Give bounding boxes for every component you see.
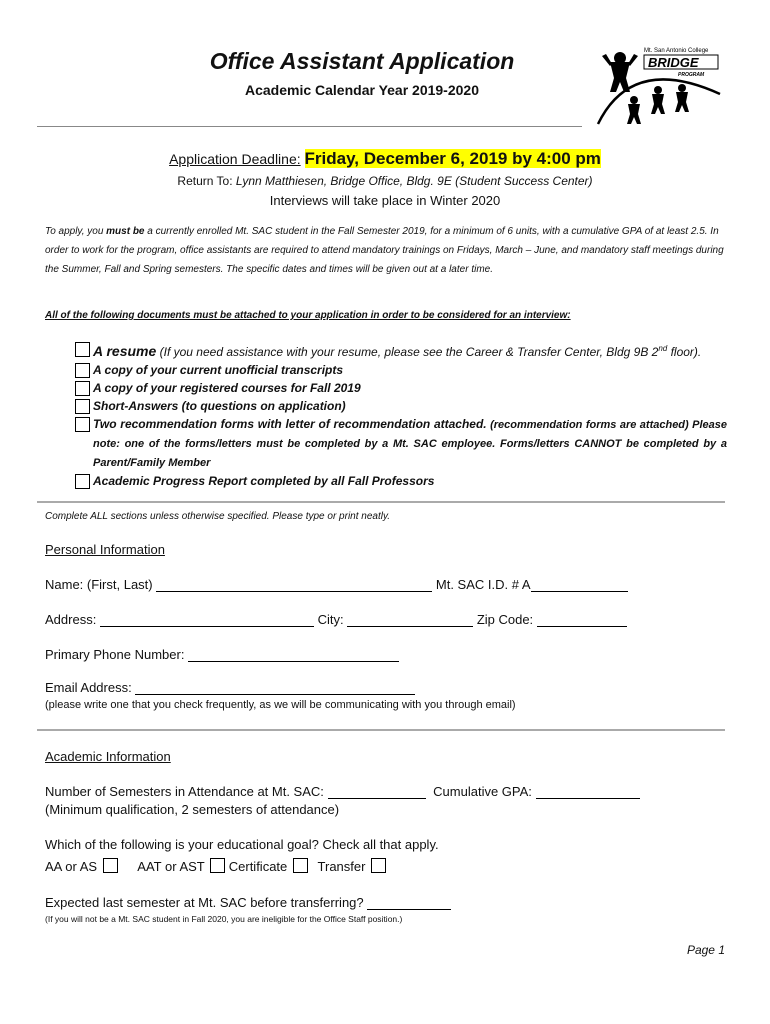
progress-report-label: Academic Progress Report completed by all Fall Professors	[93, 474, 435, 488]
address-row	[45, 612, 627, 627]
address-label: Address:	[45, 612, 97, 627]
email-note: (please write one that you check frequently, as we will be communicating with you through email)	[45, 699, 516, 711]
checkbox-recommendations[interactable]	[75, 417, 90, 432]
last-semester-label: Expected last semester at Mt. SAC before transferring?	[45, 895, 364, 910]
goal-question: Which of the following is your educational goal? Check all that apply.	[45, 837, 439, 852]
semesters-row	[45, 784, 640, 799]
checkbox-goal-transfer[interactable]	[371, 858, 386, 873]
form-title: Office Assistant Application	[209, 48, 515, 74]
phone-label: Primary Phone Number:	[45, 647, 185, 662]
logo-sub: PROGRAM	[678, 72, 705, 78]
email-row	[45, 680, 415, 695]
deadline-date: Friday, December 6, 2019 by 4:00 pm	[304, 149, 601, 168]
last-semester-note: (If you will not be a Mt. SAC student in Fall 2020, you are ineligible for the Office Staff position.)	[45, 914, 403, 924]
resume-label: A resume	[93, 343, 157, 359]
required-documents-heading: All of the following documents must be attached to your application in order to be considered for an interview:	[45, 310, 571, 321]
form-subtitle: Academic Calendar Year 2019-2020	[244, 82, 479, 98]
checkbox-courses[interactable]	[75, 381, 90, 396]
email-field[interactable]	[135, 680, 415, 695]
checkbox-short-answers[interactable]	[75, 399, 90, 414]
gpa-field[interactable]	[536, 784, 640, 799]
goal-transfer-label: Transfer	[317, 859, 366, 874]
name-row	[45, 577, 628, 592]
checklist-item-progress-report	[75, 472, 727, 490]
required-documents-checklist	[75, 340, 727, 490]
academic-info-heading: Academic Information	[45, 749, 171, 764]
checkbox-goal-aat[interactable]	[210, 858, 225, 873]
section-divider	[37, 501, 725, 503]
checklist-item-transcripts	[75, 361, 727, 379]
student-id-label: Mt. SAC I.D. # A	[435, 577, 531, 592]
return-to	[0, 174, 770, 188]
checkbox-goal-aa[interactable]	[103, 858, 118, 873]
return-to-text: Lynn Matthiesen, Bridge Office, Bldg. 9E (Student Success Center)	[235, 174, 593, 188]
interviews-note: Interviews will take place in Winter 2020	[269, 193, 501, 208]
resume-note: (If you need assistance with your resume, please see the Career & Transfer Center, Bldg 9B 2	[156, 345, 659, 359]
checklist-item-recommendations	[75, 415, 727, 472]
goal-aat-label: AAT or AST	[137, 859, 205, 874]
bridge-program-logo-icon	[592, 44, 722, 128]
name-label: Name: (First, Last)	[45, 577, 153, 592]
email-label: Email Address:	[45, 680, 132, 695]
eligibility-paragraph	[45, 222, 727, 279]
goal-aa-label: AA or AS	[45, 859, 98, 874]
recommendations-label: Two recommendation forms with letter of recommendation attached.	[93, 417, 487, 431]
zip-field[interactable]	[537, 612, 627, 627]
intro-text-c: a currently enrolled Mt. SAC student in the Fall Semester 2019, for a minimum of 6 units, with a cumulative GPA of at least 2.5. In order to work for the program, office assistants are required to attend mandatory trainings on Fridays, March – June, and mandatory staff meetings during the Summer, Fall and Spring semesters. The specific dates and times will be given out at a later time.	[45, 226, 724, 275]
checkbox-goal-certificate[interactable]	[293, 858, 308, 873]
goal-options	[45, 858, 386, 874]
checkbox-transcripts[interactable]	[75, 363, 90, 378]
deadline-label: Application Deadline:	[169, 151, 301, 167]
city-label: City:	[317, 612, 344, 627]
checklist-item-resume	[75, 340, 727, 361]
address-field[interactable]	[100, 612, 314, 627]
semesters-note: (Minimum qualification, 2 semesters of attendance)	[45, 802, 340, 817]
semesters-field[interactable]	[328, 784, 426, 799]
last-semester-field[interactable]	[367, 895, 451, 910]
checklist-item-courses	[75, 379, 727, 397]
zip-label: Zip Code:	[476, 612, 534, 627]
courses-label: A copy of your registered courses for Fall 2019	[93, 381, 361, 395]
header-divider	[37, 126, 582, 127]
phone-field[interactable]	[188, 647, 399, 662]
name-field[interactable]	[156, 577, 432, 592]
resume-note-end: floor).	[667, 345, 702, 359]
student-id-field[interactable]	[531, 577, 628, 592]
intro-text-a: To apply, you	[45, 226, 107, 237]
section-divider-2	[37, 729, 725, 731]
deadline-row	[0, 149, 770, 169]
checkbox-resume[interactable]	[75, 342, 90, 357]
transcripts-label: A copy of your current unofficial transcripts	[93, 363, 344, 377]
last-semester-row	[45, 895, 451, 910]
resume-sup: nd	[658, 344, 668, 353]
semesters-label: Number of Semesters in Attendance at Mt. SAC:	[45, 784, 324, 799]
return-to-prefix: Return To:	[177, 174, 233, 188]
logo-brand: BRIDGE	[648, 55, 699, 70]
recommendations-note: (recommendation forms are attached) Please note: one of the forms/letters must be completed by a Mt. SAC employee. Forms/letters CANNOT be completed by a Parent/Family Member	[93, 419, 727, 469]
intro-must-be: must be	[106, 226, 145, 237]
checklist-item-short-answers	[75, 397, 727, 415]
short-answers-label: Short-Answers (to questions on application)	[93, 399, 346, 413]
city-field[interactable]	[347, 612, 473, 627]
gpa-label: Cumulative GPA:	[433, 784, 532, 799]
checkbox-progress-report[interactable]	[75, 474, 90, 489]
complete-instructions: Complete ALL sections unless otherwise specified. Please type or print neatly.	[45, 511, 390, 522]
phone-row	[45, 647, 399, 662]
personal-info-heading: Personal Information	[45, 542, 165, 557]
page-number: Page 1	[686, 943, 725, 957]
logo-top-text: Mt. San Antonio College	[644, 48, 709, 54]
goal-certificate-label: Certificate	[228, 859, 288, 874]
